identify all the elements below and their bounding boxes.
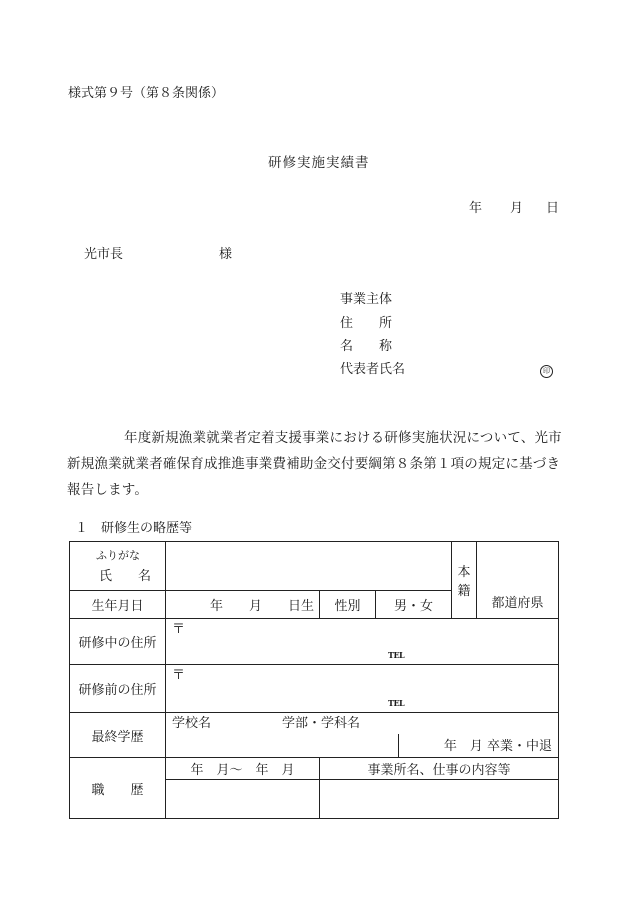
body-line: 報告します。 xyxy=(67,482,149,498)
form-number: 様式第９号（第８条関係） xyxy=(68,86,225,101)
education-label: 最終学歴 xyxy=(91,729,144,745)
current-address-label: 研修中の住所 xyxy=(78,636,157,651)
graduation-divider xyxy=(398,734,399,758)
gender-value-cell[interactable] xyxy=(376,591,452,619)
applicant-representative-label: 代表者氏名 xyxy=(340,362,406,377)
gender-options: 男・女 xyxy=(394,599,434,614)
name-label: 氏 名 xyxy=(99,569,152,584)
education-value-cell[interactable] xyxy=(166,713,559,758)
applicant-entity-label: 事業主体 xyxy=(340,292,393,307)
furigana-label: ふりがな xyxy=(96,549,140,562)
name-label-cell xyxy=(70,542,166,591)
prefecture-suffix: 都道府県 xyxy=(491,596,544,611)
education-label-cell xyxy=(70,713,166,758)
honseki-label: 本籍 xyxy=(457,565,471,599)
employer-header: 事業所名、仕事の内容等 xyxy=(367,763,511,778)
current-address-label-cell xyxy=(70,619,166,665)
section-heading: １ 研修生の略歴等 xyxy=(75,521,193,536)
applicant-address-label: 住 所 xyxy=(340,316,393,331)
addressee-honorific: 様 xyxy=(219,247,233,262)
previous-address-value-cell[interactable] xyxy=(166,665,559,713)
career-label-cell xyxy=(70,758,166,819)
graduation-status: 年 月 卒業・中退 xyxy=(443,739,553,754)
birthdate-value: 年 月 日生 xyxy=(209,599,314,614)
trainee-history-table xyxy=(69,541,559,819)
body-line: 新規漁業就業者確保育成推進事業費補助金交付要綱第８条第１項の規定に基づき xyxy=(67,456,561,472)
employer-header-cell xyxy=(320,758,559,780)
tel-mark: TEL xyxy=(388,698,405,708)
gender-label: 性別 xyxy=(334,599,361,614)
date-day: 日 xyxy=(546,201,560,216)
gender-label-cell xyxy=(320,591,376,619)
previous-address-label-cell xyxy=(70,665,166,713)
addressee-name: 光市長 xyxy=(84,247,124,262)
tel-mark: TEL xyxy=(388,650,405,660)
date-year: 年 xyxy=(469,201,483,216)
period-header: 年 月～ 年 月 xyxy=(190,763,295,778)
honseki-value-cell[interactable] xyxy=(477,542,559,619)
postal-mark: 〒 xyxy=(172,622,186,637)
birthdate-label: 生年月日 xyxy=(91,599,144,614)
honseki-label-cell xyxy=(452,542,477,619)
report-body xyxy=(67,425,567,503)
previous-address-label: 研修前の住所 xyxy=(78,683,157,698)
career-label: 職 歴 xyxy=(91,782,144,798)
body-line: 年度新規漁業就業者定着支援事業における研修実施状況について、光市 xyxy=(124,430,562,446)
faculty-label: 学部・学科名 xyxy=(282,716,361,731)
postal-mark: 〒 xyxy=(172,668,186,683)
page-title: 研修実施実績書 xyxy=(268,155,370,171)
period-header-cell xyxy=(166,758,320,780)
school-name-label: 学校名 xyxy=(172,716,212,731)
name-value-cell[interactable] xyxy=(166,542,452,591)
period-value-cell[interactable] xyxy=(166,780,320,819)
birthdate-value-cell[interactable] xyxy=(166,591,320,619)
current-address-value-cell[interactable] xyxy=(166,619,559,665)
date-month: 月 xyxy=(510,201,524,216)
seal-mark: 印 xyxy=(540,365,553,378)
birthdate-label-cell xyxy=(70,591,166,619)
applicant-name-label: 名 称 xyxy=(340,339,393,354)
employer-value-cell[interactable] xyxy=(320,780,559,819)
